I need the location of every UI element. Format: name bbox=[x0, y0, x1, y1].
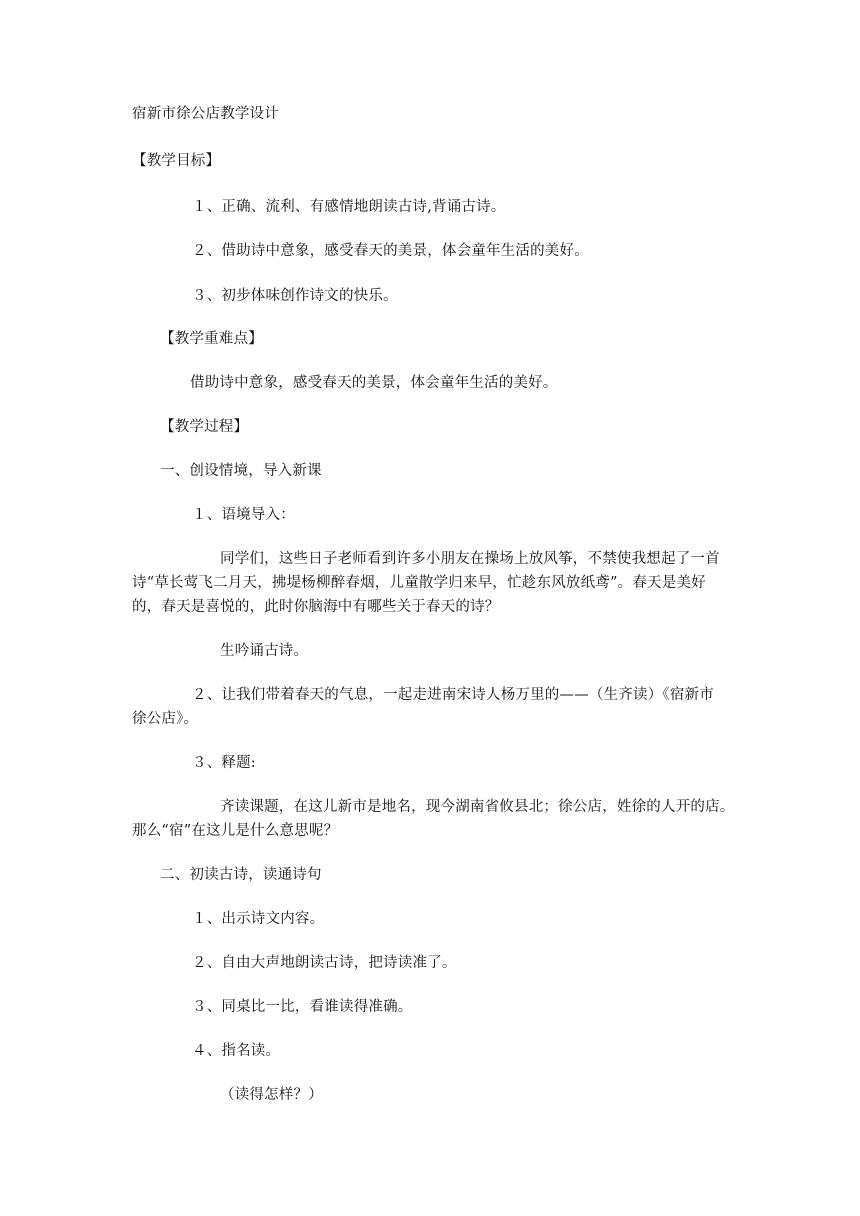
goal-item-1: １、正确、流利、有感情地朗读古诗,背诵古诗。 bbox=[192, 199, 506, 215]
section-1-item-1-paragraph-line-3: 的，春天是喜悦的，此时你脑海中有哪些关于春天的诗？ bbox=[132, 599, 500, 615]
section-1-item-1-response: 生吟诵古诗。 bbox=[220, 643, 309, 659]
section-1-item-1-label: １、语境导入： bbox=[192, 507, 295, 523]
goals-heading: 【教学目标】 bbox=[132, 153, 221, 169]
section-1-item-3-paragraph-line-2: 那么“宿”在这儿是什么意思呢？ bbox=[132, 823, 339, 839]
key-points-heading: 【教学重难点】 bbox=[160, 331, 263, 347]
section-2-heading: 二、初读古诗，读通诗句 bbox=[160, 867, 322, 883]
section-2-item-4: ４、指名读。 bbox=[192, 1043, 281, 1059]
section-2-item-2: ２、自由大声地朗读古诗，把诗读准了。 bbox=[192, 955, 457, 971]
section-1-item-3-label: ３、释题: bbox=[192, 755, 256, 771]
section-1-item-1-paragraph-line-2: 诗“草长莺飞二月天，拂堤杨柳醉春烟，儿童散学归来早，忙趁东风放纸鸢”。春天是美好 bbox=[132, 575, 706, 591]
document-title: 宿新市徐公店教学设计 bbox=[132, 106, 279, 122]
key-points-text: 借助诗中意象，感受春天的美景，体会童年生活的美好。 bbox=[190, 375, 558, 391]
section-2-note: （读得怎样？） bbox=[220, 1087, 323, 1103]
goal-item-2: ２、借助诗中意象，感受春天的美景，体会童年生活的美好。 bbox=[192, 243, 589, 259]
section-2-item-3: ３、同桌比一比，看谁读得准确。 bbox=[192, 999, 413, 1015]
section-2-item-1: １、出示诗文内容。 bbox=[192, 911, 325, 927]
section-1-item-2-line-2: 徐公店》。 bbox=[132, 711, 199, 727]
process-heading: 【教学过程】 bbox=[160, 419, 249, 435]
section-1-item-2-line-1: ２、让我们带着春天的气息，一起走进南宋诗人杨万里的——（生齐读）《宿新市 bbox=[192, 687, 714, 703]
section-1-item-3-paragraph-line-1: 齐读课题，在这儿新市是地名，现今湖南省攸县北；徐公店，姓徐的人开的店。 bbox=[220, 799, 735, 815]
goal-item-3: ３、初步体味创作诗文的快乐。 bbox=[192, 288, 398, 304]
section-1-item-1-paragraph-line-1: 同学们，这些日子老师看到许多小朋友在操场上放风筝，不禁使我想起了一首 bbox=[220, 551, 720, 567]
section-1-heading: 一、创设情境，导入新课 bbox=[160, 463, 322, 479]
